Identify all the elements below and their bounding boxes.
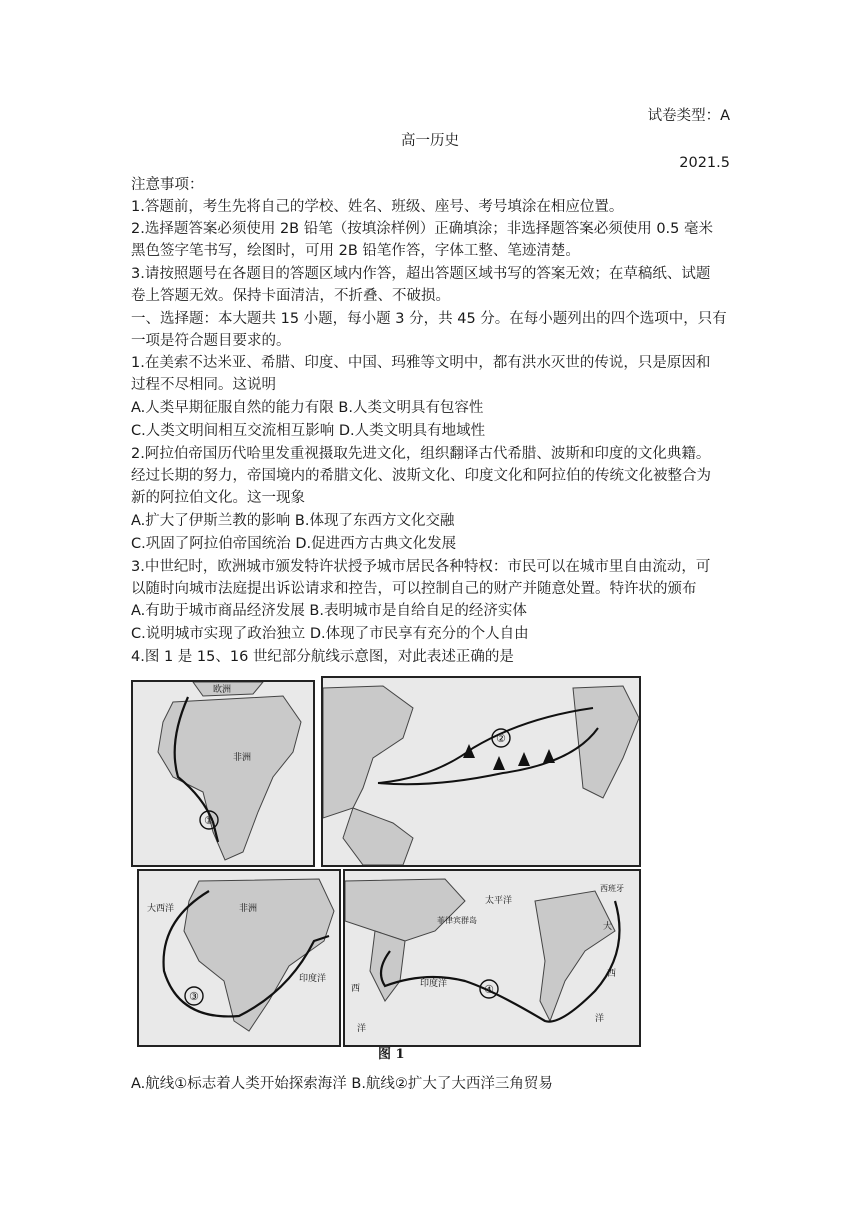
map-route-1-graphic xyxy=(133,682,313,865)
notice-item: 1.答题前，考生先将自己的学校、姓名、班级、座号、考号填涂在相应位置。 xyxy=(131,199,624,215)
map-4-west-label: 西 xyxy=(351,984,361,994)
map-4-philippines-label: 菲律宾群岛 xyxy=(437,916,477,925)
notice-heading: 注意事项： xyxy=(131,177,204,193)
question-1-stem: 1.在美索不达米亚、希腊、印度、中国、玛雅等文明中，都有洪水灭世的传说，只是原因和 xyxy=(131,355,711,371)
exam-date: 2021.5 xyxy=(679,155,730,171)
map-route-1 xyxy=(131,680,315,867)
question-2-stem: 经过长期的努力，帝国境内的希腊文化、波斯文化、印度文化和阿拉伯的传统文化被整合为 xyxy=(131,468,711,484)
map-1-continent-label: 非洲 xyxy=(233,753,252,763)
map-4-atlantic-label: 西 xyxy=(607,969,617,979)
question-2-stem: 新的阿拉伯文化。这一现象 xyxy=(131,490,305,506)
map-4-pacific-label: 太平洋 xyxy=(485,896,513,906)
route-marker-4: ④ xyxy=(484,983,494,996)
route-marker-3: ③ xyxy=(189,990,199,1003)
question-3-options-cd: C.说明城市实现了政治独立 D.体现了市民享有充分的个人自由 xyxy=(131,626,529,642)
route-marker-1: ① xyxy=(204,814,214,827)
exam-title: 高一历史 xyxy=(401,133,459,149)
notice-item: 2.选择题答案必须使用 2B 铅笔（按填涂样例）正确填涂；非选择题答案必须使用 0.5 毫米 xyxy=(131,221,714,237)
question-1-options-ab: A.人类早期征服自然的能力有限 B.人类文明具有包容性 xyxy=(131,400,484,416)
question-2-stem: 2.阿拉伯帝国历代哈里发重视摄取先进文化，组织翻译古代希腊、波斯和印度的文化典籍。 xyxy=(131,446,711,462)
figure-1-route-maps xyxy=(131,676,639,1062)
question-3-stem: 3.中世纪时，欧洲城市颁发特许状授予城市居民各种特权：市民可以在城市里自由流动，可 xyxy=(131,559,711,575)
map-3-ocean2-label: 印度洋 xyxy=(299,974,327,984)
question-2-options-ab: A.扩大了伊斯兰教的影响 B.体现了东西方文化交融 xyxy=(131,513,455,529)
map-route-2-graphic xyxy=(323,678,639,865)
map-4-atlantic-label: 大 xyxy=(603,922,613,932)
map-route-4 xyxy=(343,869,641,1047)
map-4-indian-label: 印度洋 xyxy=(420,979,448,989)
map-4-west-label: 洋 xyxy=(357,1024,367,1034)
section-heading-cont: 一项是符合题目要求的。 xyxy=(131,333,291,349)
map-route-4-graphic xyxy=(345,871,639,1045)
paper-type: 试卷类型：A xyxy=(647,108,730,124)
map-route-3 xyxy=(137,869,341,1047)
notice-item: 3.请按照题号在各题目的答题区域内作答，超出答题区域书写的答案无效；在草稿纸、试题 xyxy=(131,266,711,282)
question-4-stem: 4.图 1 是 15、16 世纪部分航线示意图，对此表述正确的是 xyxy=(131,649,514,665)
question-1-options-cd: C.人类文明间相互交流相互影响 D.人类文明具有地域性 xyxy=(131,423,486,439)
map-1-top-label: 欧洲 xyxy=(213,685,232,695)
question-3-options-ab: A.有助于城市商品经济发展 B.表明城市是自给自足的经济实体 xyxy=(131,603,527,619)
map-route-3-graphic xyxy=(139,871,339,1045)
map-3-ocean-label: 大西洋 xyxy=(147,904,175,914)
map-4-spain-label: 西班牙 xyxy=(600,884,624,893)
section-heading: 一、选择题：本大题共 15 小题，每小题 3 分，共 45 分。在每小题列出的四个选项中，只有 xyxy=(131,311,727,327)
notice-item: 黑色签字笔书写，绘图时，可用 2B 铅笔作答，字体工整、笔迹清楚。 xyxy=(131,243,580,259)
route-marker-2: ② xyxy=(496,732,506,745)
question-1-stem: 过程不尽相同。这说明 xyxy=(131,377,276,393)
map-3-continent-label: 非洲 xyxy=(239,904,258,914)
notice-item: 卷上答题无效。保持卡面清洁，不折叠、不破损。 xyxy=(131,288,450,304)
map-route-2 xyxy=(321,676,641,867)
question-2-options-cd: C.巩固了阿拉伯帝国统治 D.促进西方古典文化发展 xyxy=(131,536,457,552)
question-4-options-ab: A.航线①标志着人类开始探索海洋 B.航线②扩大了大西洋三角贸易 xyxy=(131,1076,553,1092)
question-3-stem: 以随时向城市法庭提出诉讼请求和控告，可以控制自己的财产并随意处置。特许状的颁布 xyxy=(131,581,697,597)
figure-caption: 图 1 xyxy=(378,1047,405,1062)
map-4-atlantic-label: 洋 xyxy=(595,1014,605,1024)
